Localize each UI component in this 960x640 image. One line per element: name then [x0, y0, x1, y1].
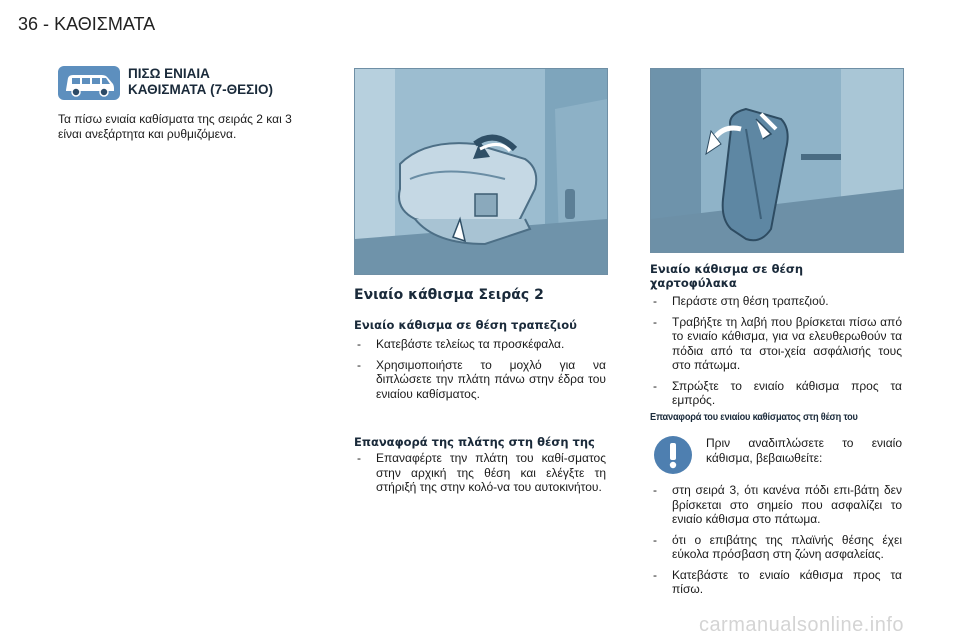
restore-title: Επαναφορά του ενιαίου καθίσματος στη θέση του [650, 412, 858, 423]
back-restore-steps [354, 451, 606, 501]
row2-title: Ενιαίο κάθισμα Σειράς 2 [354, 287, 544, 303]
list-item: - Περάστε στη θέση τραπεζιού. [650, 294, 902, 309]
page-number: 36 [18, 14, 39, 34]
chapter-title: ΚΑΘΙΣΜΑΤΑ [54, 14, 156, 34]
exclamation-icon [654, 436, 692, 474]
intro-text: Τα πίσω ενιαία καθίσματα της σειράς 2 και 3 είναι ανεξάρτητα και ρυθμιζόμενα. [58, 112, 292, 141]
seat-table-photo [354, 68, 608, 275]
section-title [128, 66, 318, 98]
page-header [18, 14, 155, 35]
section-title-line1: ΠΙΣΩ ΕΝΙΑΙΑ [128, 66, 210, 81]
car-icon [58, 66, 120, 100]
table-position-title: Ενιαίο κάθισμα σε θέση τραπεζιού [354, 318, 577, 332]
list-item: - Σπρώξτε το ενιαίο κάθισμα προς τα εμπρός. [650, 379, 902, 408]
wallet-position-steps [650, 294, 902, 414]
list-item: - στη σειρά 3, ότι κανένα πόδι επι-βάτη δεν βρίσκεται στο σημείο που ασφαλίζει το ενιαίο κάθισμα στο πάτωμα. [650, 483, 902, 527]
watermark: carmanualsonline.info [698, 614, 904, 636]
restore-note: Πριν αναδιπλώσετε το ενιαίο κάθισμα, βεβαιωθείτε: [706, 436, 902, 465]
list-item: - Επαναφέρτε την πλάτη του καθί-σματος στην αρχική της θέση και ελέγξτε τη στήριξή της στην κολό-να του αυτοκινήτου. [354, 451, 606, 495]
header-separator: - [43, 14, 50, 34]
list-item: - Χρησιμοποιήστε το μοχλό για να διπλώσετε την πλάτη πάνω στην έδρα του ενιαίου καθίσματος. [354, 358, 606, 402]
section-title-line2: ΚΑΘΙΣΜΑΤΑ (7-ΘΕΣΙΟ) [128, 82, 273, 97]
list-item: - Κατεβάστε το ενιαίο κάθισμα προς τα πίσω. [650, 568, 902, 597]
list-item: - ότι ο επιβάτης της πλαϊνής θέσης έχει εύκολα πρόσβαση στη ζώνη ασφαλείας. [650, 533, 902, 562]
list-item: - Κατεβάστε τελείως τα προσκέφαλα. [354, 337, 606, 352]
seat-wallet-photo [650, 68, 904, 253]
restore-steps [650, 483, 902, 603]
table-position-steps [354, 337, 606, 407]
wallet-position-title: Ενιαίο κάθισμα σε θέση χαρτοφύλακα [650, 262, 804, 290]
back-restore-title: Επαναφορά της πλάτης στη θέση της [354, 435, 595, 449]
list-item: - Τραβήξτε τη λαβή που βρίσκεται πίσω από το ενιαίο κάθισμα, για να ελευθερωθούν τα πόδια από τα στοι-χεία ασφάλισής τους στο πάτωμα. [650, 315, 902, 373]
